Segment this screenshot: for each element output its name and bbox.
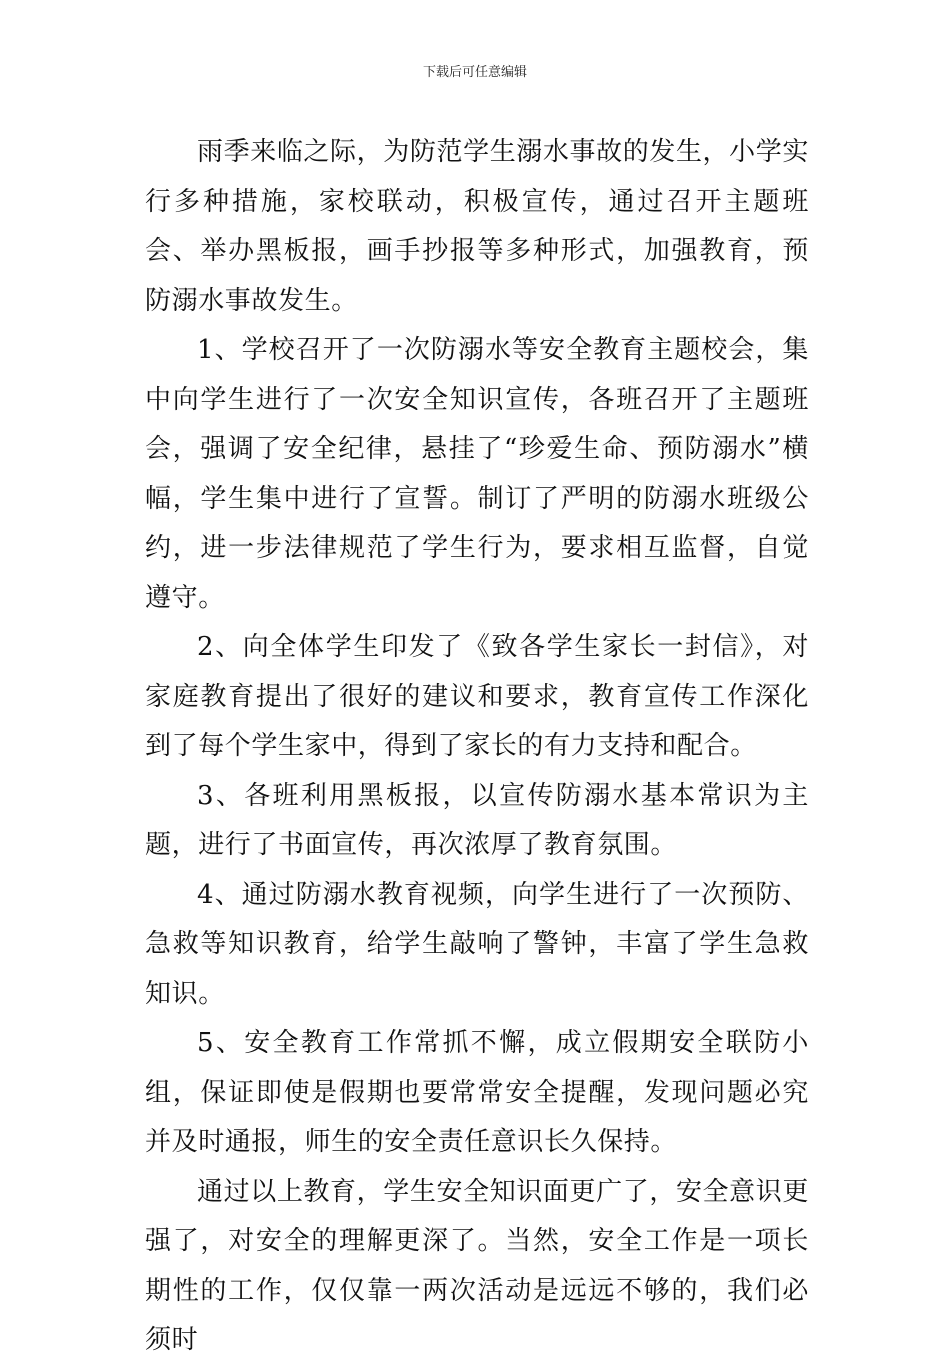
document-body [145, 128, 809, 1366]
paragraph-item-5: 5、安全教育工作常抓不懈，成立假期安全联防小组，保证即使是假期也要常常安全提醒，发现问题必究并及时通报，师生的安全责任意识长久保持。 [145, 1028, 809, 1157]
paragraph-item-4: 4、通过防溺水教育视频，向学生进行了一次预防、急救等知识教育，给学生敲响了警钟，丰富了学生急救知识。 [145, 879, 809, 1009]
paragraph-intro: 雨季来临之际，为防范学生溺水事故的发生，小学实行多种措施，家校联动，积极宣传，通过召开主题班会、举办黑板报，画手抄报等多种形式，加强教育，预防溺水事故发生。 [145, 137, 809, 316]
paragraph-item-3: 3、各班利用黑板报，以宣传防溺水基本常识为主题，进行了书面宣传，再次浓厚了教育氛围。 [145, 780, 809, 860]
paragraph-item-1: 1、学校召开了一次防溺水等安全教育主题校会，集中向学生进行了一次安全知识宣传，各班召开了主题班会，强调了安全纪律，悬挂了“珍爱生命、预防溺水”横幅，学生集中进行了宣誓。制订了严明的防溺水班级公约，进一步法律规范了学生行为，要求相互监督，自觉遵守。 [145, 335, 809, 613]
page-header: 下载后可任意编辑 [422, 65, 527, 80]
paragraph-item-2: 2、向全体学生印发了《致各学生家长一封信》，对家庭教育提出了很好的建议和要求，教育宣传工作深化到了每个学生家中，得到了家长的有力支持和配合。 [145, 632, 809, 761]
paragraph-conclusion: 通过以上教育，学生安全知识面更广了，安全意识更强了，对安全的理解更深了。当然，安全工作是一项长期性的工作，仅仅靠一两次活动是远远不够的，我们必须时 [145, 1176, 809, 1355]
